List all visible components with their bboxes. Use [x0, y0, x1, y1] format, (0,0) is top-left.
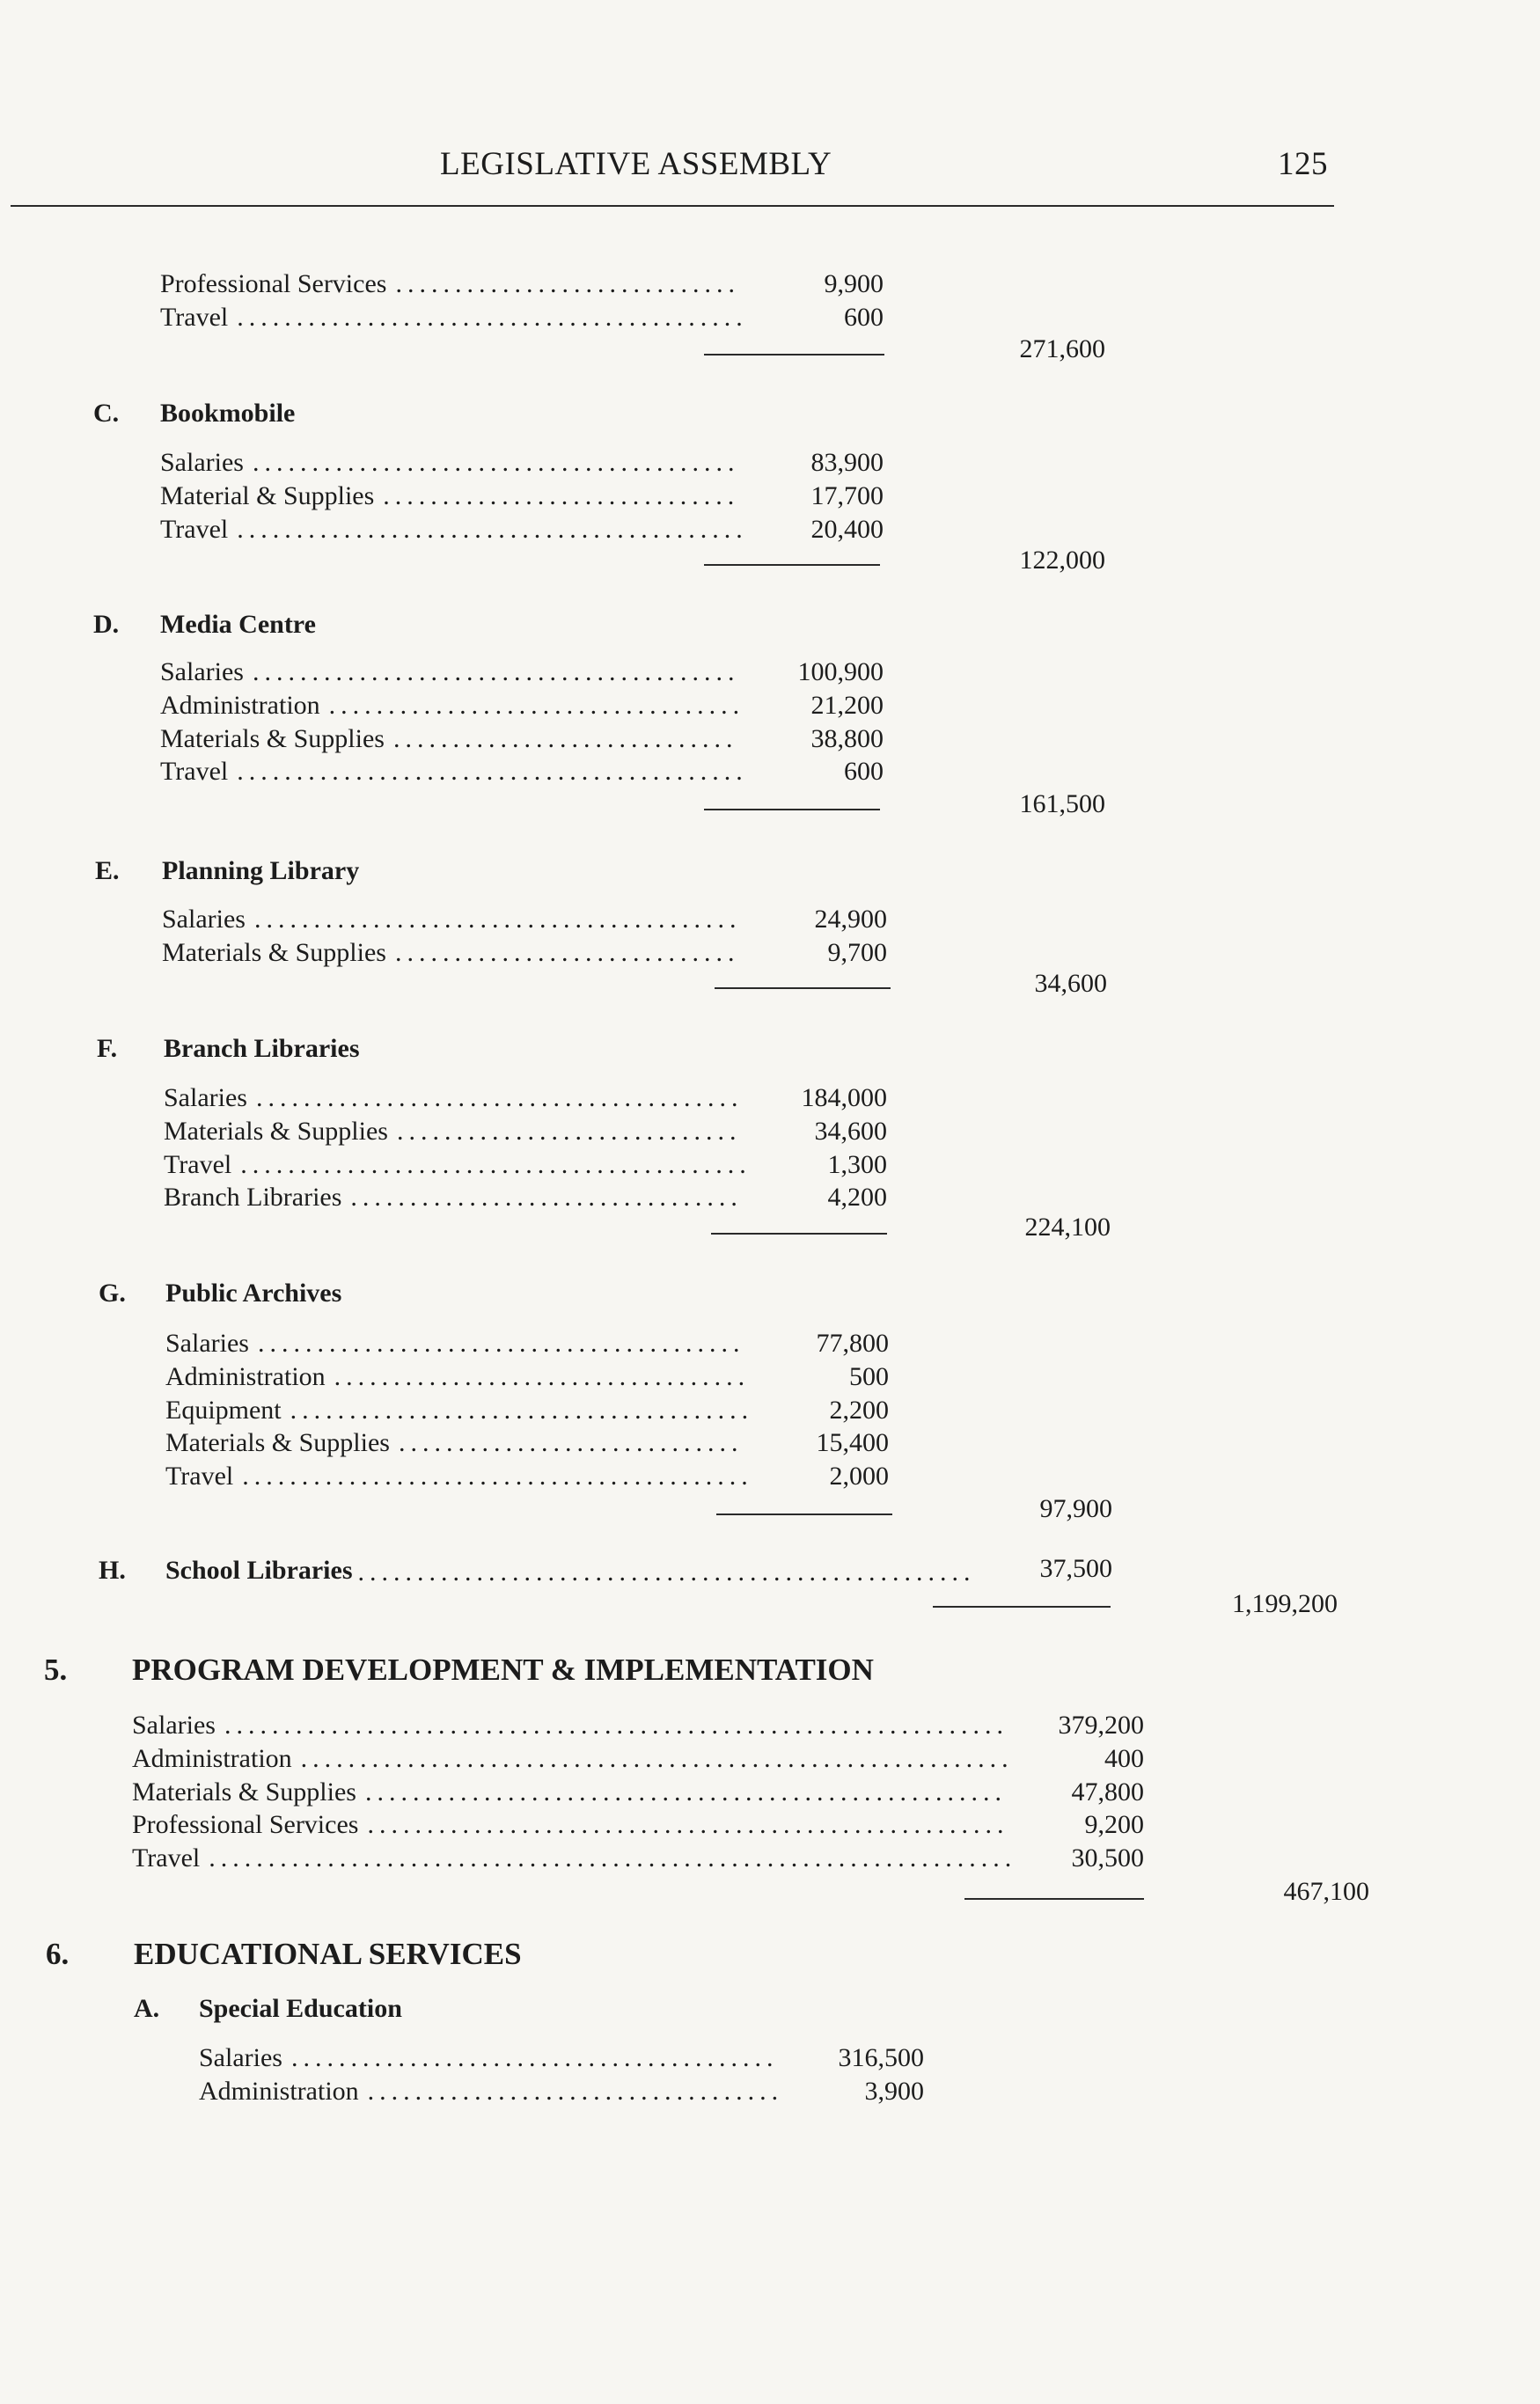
line-item-label: Materials & Supplies	[160, 723, 385, 753]
line-item-amount: 24,900	[814, 905, 887, 934]
subsection-letter: G.	[99, 1279, 126, 1308]
line-item-label: Salaries	[164, 1083, 247, 1112]
line-item-label: Salaries	[132, 1711, 216, 1740]
section-title: EDUCATIONAL SERVICES	[134, 1937, 522, 1971]
line-item-label: Materials & Supplies	[162, 937, 386, 967]
dot-leader: .............................	[394, 937, 740, 967]
subsection-letter: E.	[95, 856, 120, 885]
dot-leader: .........................................	[255, 1083, 744, 1112]
dot-leader: ...........................................	[242, 1462, 753, 1492]
header-rule	[11, 205, 1334, 207]
dot-leader: ......................................................	[367, 1810, 1009, 1840]
subsection-letter: D.	[93, 610, 120, 639]
subtotal-amount: 37,500	[1039, 1554, 1112, 1583]
subtotal-amount: 271,600	[1019, 334, 1105, 363]
subsection-title: Bookmobile	[160, 399, 296, 428]
line-item-label: Salaries	[160, 657, 244, 686]
subtotal-rule	[704, 354, 884, 355]
line-item-amount: 600	[844, 303, 884, 332]
dot-leader: ...........................................	[237, 757, 748, 787]
line-item-label: Professional Services	[160, 269, 387, 298]
line-item-label: Salaries	[160, 448, 244, 477]
line-item-amount: 316,500	[838, 2043, 924, 2072]
line-item-amount: 21,200	[810, 690, 884, 720]
line-item-label: Travel	[132, 1843, 201, 1873]
line-item-label: Travel	[160, 757, 229, 787]
line-item-label: Travel	[160, 514, 229, 544]
dot-leader: ......................................................	[364, 1777, 1007, 1807]
subtotal-amount: 97,900	[1039, 1494, 1112, 1523]
subtotal-amount: 161,500	[1019, 789, 1105, 818]
line-item-amount: 2,200	[829, 1395, 889, 1425]
line-item-label: Branch Libraries	[164, 1183, 342, 1213]
dot-leader: .........................................	[252, 448, 740, 477]
line-item-label: Salaries	[199, 2043, 282, 2072]
section-title: PROGRAM DEVELOPMENT & IMPLEMENTATION	[132, 1653, 874, 1687]
subsection-title: Public Archives	[165, 1279, 342, 1308]
line-item-amount: 9,200	[1084, 1810, 1144, 1840]
line-item-label: Salaries	[165, 1329, 249, 1358]
subsection-title: Media Centre	[160, 610, 316, 639]
dot-leader: ...................................	[328, 690, 745, 720]
section-number: 6.	[46, 1937, 70, 1971]
dot-leader: ..............................	[383, 480, 740, 510]
section-total-amount: 467,100	[1283, 1877, 1369, 1906]
line-item-amount: 100,900	[797, 657, 884, 686]
dot-leader: .............................	[398, 1428, 744, 1458]
line-item-label: Administration	[165, 1361, 326, 1391]
subsection-letter: F.	[97, 1034, 118, 1063]
dot-leader: .................................	[350, 1183, 743, 1213]
dot-leader: ...........................................	[237, 303, 748, 332]
line-item-label: Administration	[160, 690, 320, 720]
dot-leader: .............................	[396, 1116, 742, 1146]
dot-leader: .........................................	[253, 905, 742, 934]
line-item-amount: 184,000	[801, 1083, 887, 1112]
dot-leader: ...........................................	[240, 1149, 752, 1179]
subtotal-rule	[964, 1898, 1144, 1900]
line-item-amount: 9,900	[824, 269, 884, 298]
line-item-label: Administration	[132, 1743, 292, 1773]
line-item-label: Travel	[165, 1462, 234, 1492]
line-item-label: Travel	[160, 303, 229, 332]
subsection-letter: C.	[93, 399, 120, 428]
line-item-amount: 34,600	[814, 1116, 887, 1146]
dot-leader: ...................................	[334, 1361, 751, 1391]
line-item-amount: 500	[849, 1361, 889, 1391]
subtotal-rule	[933, 1606, 1111, 1608]
subtotal-rule	[704, 564, 880, 566]
subsection-letter: H.	[99, 1556, 126, 1585]
line-item-label: Administration	[199, 2076, 359, 2106]
dot-leader: .........................................	[252, 657, 740, 686]
page-number: 125	[1278, 146, 1328, 182]
dot-leader: ...........................................	[237, 514, 748, 544]
line-item-amount: 4,200	[827, 1183, 887, 1213]
line-item-amount: 15,400	[816, 1428, 889, 1458]
dot-leader: .......................................	[290, 1395, 754, 1425]
page-title: LEGISLATIVE ASSEMBLY	[440, 146, 832, 182]
section-total-amount: 1,199,200	[1232, 1589, 1338, 1618]
subtotal-rule	[704, 809, 880, 810]
line-item-amount: 77,800	[816, 1329, 889, 1358]
line-item-label: Equipment	[165, 1395, 282, 1425]
subsection-title: Special Education	[199, 1994, 402, 2023]
line-item-amount: 30,500	[1071, 1843, 1144, 1873]
line-item-amount: 600	[844, 757, 884, 787]
line-item-amount: 379,200	[1058, 1711, 1144, 1740]
line-item-label: Materials & Supplies	[132, 1777, 356, 1807]
dot-leader: ............................................................	[300, 1743, 1014, 1773]
subtotal-amount: 34,600	[1034, 969, 1107, 998]
section-number: 5.	[44, 1653, 68, 1687]
line-item-label: Travel	[164, 1149, 232, 1179]
subsection-title: School Libraries	[165, 1556, 353, 1585]
dot-leader: .............................	[392, 723, 738, 753]
subsection-letter: A.	[134, 1994, 160, 2023]
subtotal-rule	[711, 1233, 887, 1235]
subtotal-rule	[716, 1513, 892, 1515]
line-item-amount: 2,000	[829, 1462, 889, 1492]
line-item-amount: 17,700	[810, 480, 884, 510]
dot-leader: ..................................................................	[224, 1711, 1008, 1740]
line-item-label: Materials & Supplies	[165, 1428, 390, 1458]
line-item-amount: 3,900	[864, 2076, 924, 2106]
line-item-amount: 38,800	[810, 723, 884, 753]
line-item-amount: 83,900	[810, 448, 884, 477]
subtotal-amount: 122,000	[1019, 546, 1105, 575]
dot-leader: ....................................................................	[209, 1843, 1017, 1873]
line-item-amount: 9,700	[827, 937, 887, 967]
subtotal-rule	[715, 987, 891, 989]
line-item-amount: 20,400	[810, 514, 884, 544]
line-item-label: Materials & Supplies	[164, 1116, 388, 1146]
dot-leader: .........................................	[257, 1329, 745, 1358]
line-item-label: Professional Services	[132, 1810, 359, 1840]
line-item-amount: 400	[1104, 1743, 1144, 1773]
dot-leader: .............................	[395, 269, 740, 298]
dot-leader: ...................................	[367, 2076, 784, 2106]
line-item-amount: 47,800	[1071, 1777, 1144, 1807]
line-item-label: Salaries	[162, 905, 246, 934]
subtotal-amount: 224,100	[1024, 1213, 1111, 1242]
dot-leader: .........................................	[290, 2043, 779, 2072]
line-item-amount: 1,300	[827, 1149, 887, 1179]
dot-leader: ....................................................	[357, 1557, 976, 1587]
line-item-label: Material & Supplies	[160, 480, 375, 510]
subsection-title: Planning Library	[162, 856, 360, 885]
subsection-title: Branch Libraries	[164, 1034, 360, 1063]
